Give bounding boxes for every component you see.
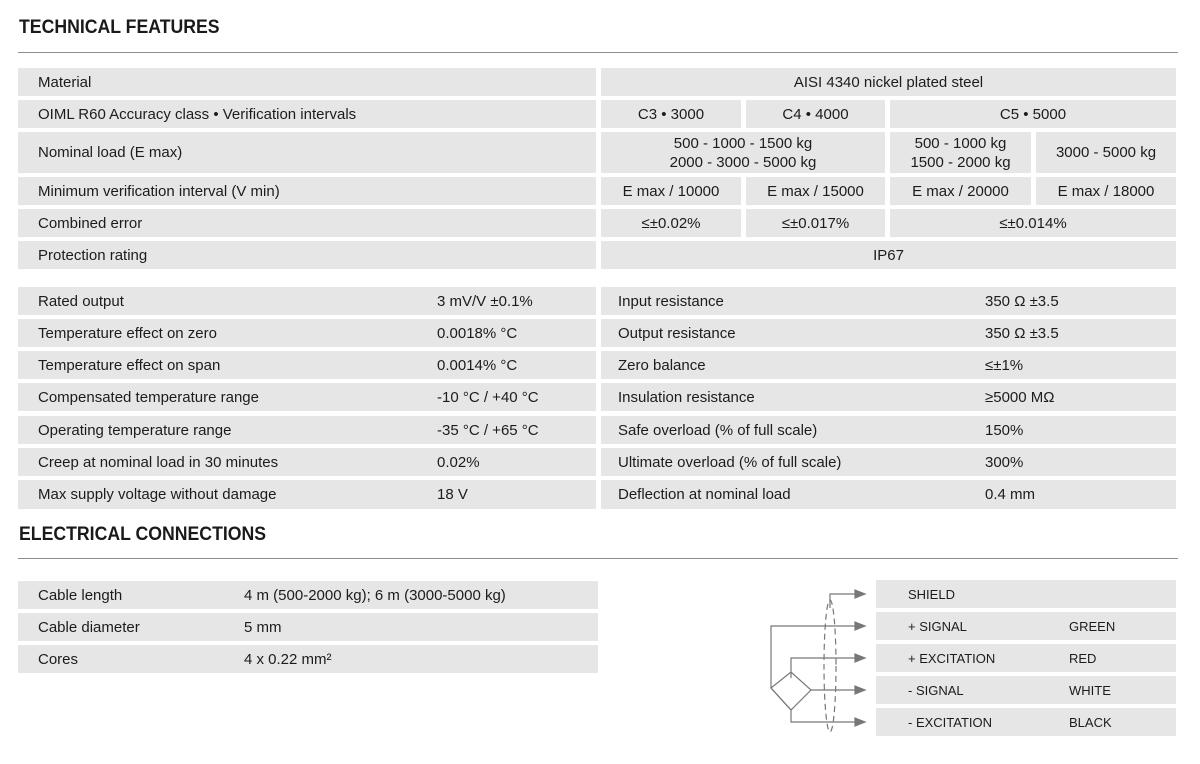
cable-row bbox=[18, 613, 598, 641]
spec-label: Compensated temperature range bbox=[38, 388, 259, 406]
cable-label: Cable length bbox=[38, 586, 123, 604]
spec-label: Ultimate overload (% of full scale) bbox=[618, 453, 842, 471]
spec-row bbox=[18, 351, 596, 379]
nominal-a-line1: 500 - 1000 - 1500 kg bbox=[673, 134, 813, 152]
wire-color: GREEN bbox=[1069, 618, 1116, 634]
spec-row bbox=[601, 287, 1176, 315]
vmin-1: E max / 10000 bbox=[601, 177, 741, 205]
spec-value: -35 °C / +65 °C bbox=[437, 421, 539, 439]
spec-row bbox=[18, 416, 596, 444]
spec-value: 0.0014% °C bbox=[437, 356, 518, 374]
spec-value: 150% bbox=[985, 421, 1024, 439]
spec-label: Output resistance bbox=[618, 324, 736, 342]
cable-row bbox=[18, 645, 598, 673]
nominal-label: Nominal load (E max) bbox=[18, 132, 596, 173]
spec-row bbox=[601, 383, 1176, 411]
plus-signal-wire bbox=[771, 626, 855, 688]
spec-value: 0.0018% °C bbox=[437, 324, 518, 342]
spec-value: 3 mV/V ±0.1% bbox=[437, 292, 533, 310]
error-3: ≤±0.014% bbox=[890, 209, 1176, 237]
bridge-link bbox=[771, 688, 791, 710]
nominal-b-line1: 500 - 1000 kg bbox=[914, 134, 1007, 152]
spec-row bbox=[18, 383, 596, 411]
spec-label: Safe overload (% of full scale) bbox=[618, 421, 818, 439]
cable-label: Cores bbox=[38, 650, 79, 668]
minus-excitation-wire bbox=[791, 710, 855, 722]
accuracy-label: OIML R60 Accuracy class • Verification intervals bbox=[18, 100, 596, 128]
error-label: Combined error bbox=[18, 209, 596, 237]
heading-rule bbox=[18, 558, 1178, 559]
nominal-a-line2: 2000 - 3000 - 5000 kg bbox=[669, 153, 817, 171]
wire-row bbox=[876, 644, 1176, 672]
wire-color: RED bbox=[1069, 650, 1097, 666]
nominal-range-a bbox=[601, 132, 885, 173]
spec-value: 350 Ω ±3.5 bbox=[985, 292, 1059, 310]
error-2: ≤±0.017% bbox=[746, 209, 885, 237]
arrow-icon bbox=[855, 654, 865, 662]
arrow-icon bbox=[855, 686, 865, 694]
cable-value: 4 m (500-2000 kg); 6 m (3000-5000 kg) bbox=[244, 586, 506, 604]
wire-row bbox=[876, 676, 1176, 704]
material-value: AISI 4340 nickel plated steel bbox=[601, 68, 1176, 96]
wire-signal: SHIELD bbox=[908, 586, 955, 602]
wire-row bbox=[876, 580, 1176, 608]
electrical-connections-heading: ELECTRICAL CONNECTIONS bbox=[19, 524, 267, 545]
protection-label: Protection rating bbox=[18, 241, 596, 269]
spec-label: Zero balance bbox=[618, 356, 706, 374]
wiring-diagram bbox=[760, 580, 876, 740]
wire-row bbox=[876, 708, 1176, 736]
vmin-3: E max / 20000 bbox=[890, 177, 1031, 205]
spec-row bbox=[18, 319, 596, 347]
spec-row bbox=[18, 448, 596, 476]
vmin-4: E max / 18000 bbox=[1036, 177, 1176, 205]
material-label: Material bbox=[18, 68, 596, 96]
wire-signal: - SIGNAL bbox=[908, 682, 964, 698]
spec-row bbox=[601, 416, 1176, 444]
accuracy-c3: C3 • 3000 bbox=[601, 100, 741, 128]
spec-row bbox=[601, 351, 1176, 379]
protection-value: IP67 bbox=[601, 241, 1176, 269]
spec-row bbox=[601, 480, 1176, 509]
spec-row bbox=[18, 287, 596, 315]
vmin-2: E max / 15000 bbox=[746, 177, 885, 205]
wire-signal: + EXCITATION bbox=[908, 650, 996, 666]
accuracy-c4: C4 • 4000 bbox=[746, 100, 885, 128]
spec-row bbox=[601, 319, 1176, 347]
spec-row bbox=[18, 480, 596, 509]
spec-value: -10 °C / +40 °C bbox=[437, 388, 539, 406]
technical-features-heading: TECHNICAL FEATURES bbox=[19, 17, 220, 38]
nominal-range-b bbox=[890, 132, 1031, 173]
spec-value: 0.02% bbox=[437, 453, 480, 471]
cable-row bbox=[18, 581, 598, 609]
accuracy-c5: C5 • 5000 bbox=[890, 100, 1176, 128]
vmin-label: Minimum verification interval (V min) bbox=[18, 177, 596, 205]
spec-label: Operating temperature range bbox=[38, 421, 232, 439]
heading-rule bbox=[18, 52, 1178, 53]
wire-row bbox=[876, 612, 1176, 640]
spec-value: ≤±1% bbox=[985, 356, 1024, 374]
spec-label: Max supply voltage without damage bbox=[38, 486, 277, 503]
plus-excitation-wire bbox=[791, 658, 855, 678]
spec-value: 18 V bbox=[437, 486, 468, 503]
arrow-icon bbox=[855, 718, 865, 726]
spec-label: Input resistance bbox=[618, 292, 724, 310]
spec-label: Temperature effect on zero bbox=[38, 324, 217, 342]
nominal-range-c: 3000 - 5000 kg bbox=[1036, 132, 1176, 173]
shield-ellipse-icon bbox=[824, 600, 836, 732]
cable-value: 4 x 0.22 mm² bbox=[244, 650, 332, 668]
nominal-b-line2: 1500 - 2000 kg bbox=[910, 153, 1011, 171]
shield-wire bbox=[830, 594, 855, 608]
wire-signal: - EXCITATION bbox=[908, 714, 993, 730]
cable-label: Cable diameter bbox=[38, 618, 140, 636]
wire-signal: + SIGNAL bbox=[908, 618, 967, 634]
spec-label: Insulation resistance bbox=[618, 388, 755, 406]
arrow-icon bbox=[855, 590, 865, 598]
arrow-icon bbox=[855, 622, 865, 630]
spec-label: Rated output bbox=[38, 292, 124, 310]
wire-color: WHITE bbox=[1069, 682, 1111, 698]
spec-label: Deflection at nominal load bbox=[618, 486, 791, 503]
spec-value: 350 Ω ±3.5 bbox=[985, 324, 1059, 342]
spec-label: Creep at nominal load in 30 minutes bbox=[38, 453, 279, 471]
wire-color: BLACK bbox=[1069, 714, 1112, 730]
spec-row bbox=[601, 448, 1176, 476]
cable-value: 5 mm bbox=[244, 618, 282, 636]
error-1: ≤±0.02% bbox=[601, 209, 741, 237]
spec-label: Temperature effect on span bbox=[38, 356, 221, 374]
spec-value: ≥5000 MΩ bbox=[985, 388, 1055, 406]
spec-value: 0.4 mm bbox=[985, 486, 1036, 503]
spec-value: 300% bbox=[985, 453, 1024, 471]
